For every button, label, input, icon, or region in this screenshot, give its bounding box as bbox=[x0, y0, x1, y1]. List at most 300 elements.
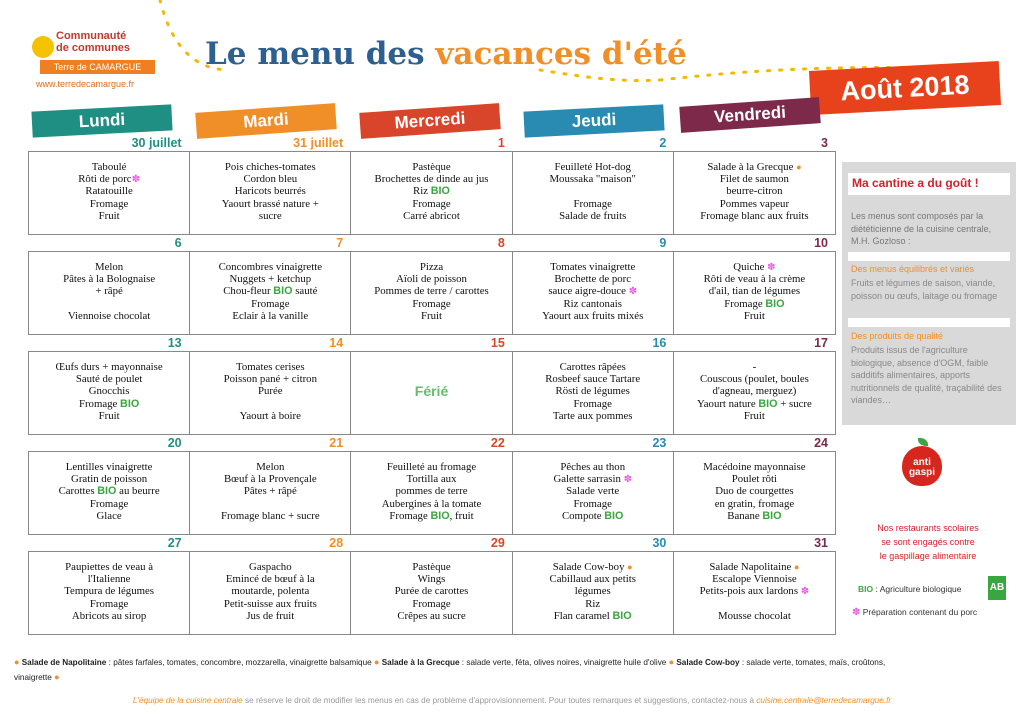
menu-line bbox=[351, 485, 511, 497]
footnote-dot-icon: ● bbox=[796, 162, 802, 172]
menu-line bbox=[674, 161, 835, 173]
dish-text: Fromage blanc aux fruits bbox=[700, 209, 809, 222]
pork-flower-icon: ✽ bbox=[767, 262, 776, 273]
menu-grid bbox=[28, 135, 836, 635]
day-banner-mardi: Mardi bbox=[195, 103, 336, 139]
date-label: 14 bbox=[329, 336, 344, 350]
menu-line bbox=[29, 473, 189, 485]
menu-line bbox=[674, 185, 835, 197]
menu-line bbox=[351, 573, 511, 585]
menu-row bbox=[28, 151, 836, 235]
dish-text: Yaourt à boire bbox=[239, 409, 301, 422]
pork-flower-icon: ✽ bbox=[628, 286, 638, 298]
bio-badge: BIO bbox=[765, 297, 785, 310]
menu-cell bbox=[674, 552, 835, 634]
day-banner-vendredi: Vendredi bbox=[679, 97, 820, 133]
menu-line bbox=[29, 598, 189, 610]
menu-line bbox=[190, 185, 350, 197]
panel-sub-2: Des produits de qualité bbox=[851, 331, 944, 341]
dish-text: Pommes vapeur bbox=[719, 197, 790, 210]
dish-text: Brochettes de dinde au jus bbox=[374, 173, 489, 186]
anti-gaspi-line-1: anti bbox=[913, 457, 931, 468]
footnote-dot-icon: ● bbox=[14, 657, 20, 667]
week-1 bbox=[28, 135, 836, 235]
salad-footnotes bbox=[14, 655, 1010, 685]
menu-line bbox=[674, 398, 835, 410]
date-label: 7 bbox=[336, 236, 344, 250]
bio-badge: BIO bbox=[120, 397, 140, 410]
menu-line bbox=[674, 373, 835, 385]
panel-heading: Ma cantine a du goût ! bbox=[852, 176, 979, 190]
menu-row bbox=[28, 351, 836, 435]
dish-text: Rosbeef sauce Tartare bbox=[545, 373, 641, 386]
week-2 bbox=[28, 235, 836, 335]
date-label: 16 bbox=[652, 336, 667, 350]
dish-text: Poulet rôti bbox=[731, 473, 778, 486]
dish-text: Bœuf à la Provençale bbox=[223, 473, 317, 486]
menu-row bbox=[28, 551, 836, 635]
dish-text: Wings bbox=[417, 573, 446, 586]
menu-line bbox=[674, 598, 835, 610]
menu-line bbox=[190, 161, 350, 173]
menu-cell bbox=[674, 152, 835, 234]
dish-text: au beurre bbox=[116, 485, 160, 498]
menu-line bbox=[190, 210, 350, 222]
menu-line bbox=[190, 561, 350, 573]
menu-cell bbox=[190, 352, 351, 434]
menu-line bbox=[29, 361, 189, 373]
dish-text: Fromage bbox=[78, 397, 121, 410]
dish-text: Fromage bbox=[389, 509, 431, 522]
day-banner-lundi: Lundi bbox=[31, 104, 172, 137]
menu-line bbox=[190, 373, 350, 385]
menu-cell bbox=[190, 452, 351, 534]
dish-text: Cabillaud aux petits bbox=[549, 573, 636, 586]
date-label: 17 bbox=[814, 336, 828, 350]
holiday-label: Férié bbox=[414, 385, 449, 398]
date-label: 24 bbox=[814, 436, 828, 450]
legend-pork bbox=[852, 607, 977, 618]
menu-line bbox=[29, 273, 189, 285]
menu-line bbox=[351, 273, 511, 285]
footnote-3-text-2: vinaigrette bbox=[14, 673, 52, 682]
dish-text: Rôti de veau à la crème bbox=[703, 273, 806, 286]
menu-line bbox=[513, 610, 673, 622]
date-label: 28 bbox=[329, 536, 344, 550]
dish-text: Fruit bbox=[98, 409, 120, 422]
dish-text: Poisson pané + citron bbox=[223, 373, 317, 386]
footnote-3-text: : salade verte, tomates, maïs, croûtons, bbox=[741, 658, 886, 667]
menu-line bbox=[190, 285, 350, 297]
bio-badge: BIO bbox=[97, 485, 117, 498]
menu-line bbox=[29, 385, 189, 397]
menu-row bbox=[28, 451, 836, 535]
menu-line bbox=[190, 498, 350, 510]
footnote-1-title: Salade de Napolitaine bbox=[21, 658, 107, 667]
menu-line bbox=[190, 398, 350, 410]
footnote-dot-icon: ● bbox=[668, 657, 675, 667]
dish-text: Salade de fruits bbox=[559, 209, 627, 222]
dish-text: Fromage bbox=[573, 397, 612, 410]
date-row bbox=[28, 135, 836, 151]
dish-text: Petits-pois aux lardons bbox=[699, 585, 801, 598]
dish-text: + râpé bbox=[95, 285, 123, 298]
menu-line bbox=[29, 410, 189, 422]
page-title bbox=[205, 36, 687, 72]
dish-text: Pommes de terre / carottes bbox=[374, 285, 489, 298]
dish-text: Aïoli de poisson bbox=[396, 273, 467, 286]
anti-gaspi-label bbox=[902, 458, 942, 478]
menu-line bbox=[513, 210, 673, 222]
footnote-1-text: : pâtes farfales, tomates, concombre, mozzarella, vinaigrette balsamique bbox=[108, 658, 372, 667]
date-label: 6 bbox=[174, 236, 182, 250]
menu-line bbox=[190, 173, 350, 185]
dish-text: + sucre bbox=[777, 397, 812, 410]
dish-text: Flan caramel bbox=[553, 609, 613, 622]
menu-row bbox=[28, 251, 836, 335]
menu-line bbox=[190, 573, 350, 585]
dish-text: Pastèque bbox=[412, 561, 451, 573]
date-row bbox=[28, 335, 836, 351]
menu-line bbox=[351, 210, 511, 222]
menu-line bbox=[513, 398, 673, 410]
menu-cell bbox=[513, 152, 674, 234]
dish-text: Tomates cerises bbox=[236, 361, 305, 373]
menu-line bbox=[29, 198, 189, 210]
footnote-3-title: Salade Cow-boy bbox=[676, 658, 740, 667]
legend-bio bbox=[858, 584, 962, 594]
menu-cell bbox=[351, 552, 512, 634]
dish-text: Glace bbox=[96, 509, 122, 522]
menu-line bbox=[513, 173, 673, 185]
dish-text: Fruit bbox=[743, 309, 765, 322]
menu-line bbox=[674, 310, 835, 322]
commitment-line-2: se sont engagés contre bbox=[881, 537, 975, 547]
menu-cell bbox=[351, 452, 512, 534]
dish-text: Pizza bbox=[419, 261, 444, 273]
anti-gaspi-line-2: gaspi bbox=[908, 467, 936, 478]
menu-line bbox=[351, 510, 511, 522]
menu-line bbox=[190, 410, 350, 422]
commitment-line-1: Nos restaurants scolaires bbox=[877, 523, 979, 533]
dish-text: Pêches au thon bbox=[560, 461, 626, 473]
dish-text: Aubergines à la tomate bbox=[381, 497, 482, 510]
dish-text: sauté bbox=[292, 285, 318, 298]
sun-icon bbox=[32, 36, 54, 58]
menu-line bbox=[29, 185, 189, 197]
menu-line bbox=[674, 385, 835, 397]
menu-cell bbox=[674, 252, 835, 334]
menu-line bbox=[674, 461, 835, 473]
menu-cell bbox=[190, 152, 351, 234]
dish-text: Duo de courgettes bbox=[715, 485, 794, 498]
dish-text: , fruit bbox=[449, 509, 474, 522]
title-part-3: d'été bbox=[601, 36, 687, 72]
dish-text: Purée bbox=[258, 385, 283, 398]
logo-line-2: de communes bbox=[56, 42, 130, 54]
menu-line bbox=[351, 410, 511, 422]
menu-line bbox=[29, 173, 189, 185]
menu-line bbox=[674, 361, 835, 373]
bio-badge: BIO bbox=[612, 609, 632, 622]
dish-text: d'agneau, merguez) bbox=[712, 385, 797, 398]
dish-text: Paupiettes de veau à bbox=[65, 561, 154, 573]
menu-line bbox=[351, 198, 511, 210]
menu-line bbox=[513, 410, 673, 422]
menu-line bbox=[190, 510, 350, 522]
menu-cell bbox=[29, 352, 190, 434]
dish-text: Tomates vinaigrette bbox=[550, 261, 636, 273]
dish-text: Carré abricot bbox=[403, 209, 460, 222]
legend-bio-tag: BIO bbox=[858, 584, 874, 594]
footer-team: L'équipe de la cuisine centrale bbox=[132, 696, 243, 705]
pork-flower-icon: ✽ bbox=[131, 174, 140, 186]
footer-email-link[interactable]: cuisine.centrale@terredecamargue.fr bbox=[756, 696, 892, 705]
dish-text: Mousse chocolat bbox=[717, 609, 791, 622]
menu-line bbox=[513, 185, 673, 197]
dish-text: Fromage bbox=[573, 497, 612, 510]
dish-text: Œufs durs + mayonnaise bbox=[55, 361, 163, 373]
dish-text: Filet de saumon bbox=[719, 173, 789, 186]
menu-line bbox=[190, 585, 350, 597]
menu-line bbox=[351, 285, 511, 297]
dish-text: Salade verte bbox=[566, 485, 620, 498]
dish-text: Fruit bbox=[743, 409, 765, 422]
menu-line bbox=[674, 498, 835, 510]
dish-text: Melon bbox=[95, 261, 124, 273]
date-label: 30 juillet bbox=[131, 136, 182, 150]
dish-text: - bbox=[752, 361, 757, 373]
menu-line bbox=[513, 573, 673, 585]
date-label: 3 bbox=[821, 136, 828, 150]
menu-line bbox=[29, 498, 189, 510]
dish-text: Crêpes au sucre bbox=[397, 609, 466, 622]
dish-text: Tarte aux pommes bbox=[552, 409, 633, 422]
dish-text: Nuggets + ketchup bbox=[229, 273, 312, 286]
dish-text: Salade Napolitaine bbox=[709, 561, 794, 573]
menu-line bbox=[29, 398, 189, 410]
week-5 bbox=[28, 535, 836, 635]
dish-text: Galette sarrasin bbox=[553, 473, 624, 486]
menu-line bbox=[29, 373, 189, 385]
menu-cell bbox=[190, 552, 351, 634]
footer bbox=[0, 696, 1024, 705]
dish-text: Carottes râpées bbox=[559, 361, 626, 373]
menu-line bbox=[674, 298, 835, 310]
bio-badge: BIO bbox=[430, 509, 450, 522]
menu-line bbox=[513, 585, 673, 597]
date-label: 27 bbox=[167, 536, 182, 550]
date-label: 2 bbox=[659, 136, 667, 150]
legend-bio-text: : Agriculture biologique bbox=[875, 584, 962, 594]
menu-line bbox=[674, 610, 835, 622]
menu-line bbox=[674, 410, 835, 422]
menu-cell bbox=[351, 352, 512, 434]
menu-line bbox=[190, 598, 350, 610]
menu-line bbox=[513, 373, 673, 385]
apple-leaf-icon bbox=[918, 438, 928, 446]
menu-line bbox=[190, 198, 350, 210]
menu-line bbox=[351, 585, 511, 597]
menu-line bbox=[351, 385, 511, 397]
panel-text-1: Fruits et légumes de saison, viande, poisson ou œufs, laitage ou fromage bbox=[851, 278, 998, 301]
menu-line bbox=[513, 310, 673, 322]
logo-line-1: Communauté bbox=[56, 30, 127, 42]
dish-text: Riz bbox=[413, 185, 431, 198]
week-4 bbox=[28, 435, 836, 535]
dish-text: Salade à la Grecque bbox=[707, 161, 797, 173]
menu-line bbox=[674, 473, 835, 485]
dish-text: Fromage bbox=[412, 597, 451, 610]
menu-cell bbox=[351, 252, 512, 334]
dish-text: Yaourt brassé nature + bbox=[221, 197, 319, 210]
menu-line bbox=[190, 298, 350, 310]
month-banner: Août 2018 bbox=[809, 61, 1001, 115]
menu-cell bbox=[674, 452, 835, 534]
dish-text: Emincé de bœuf à la bbox=[225, 573, 315, 586]
menu-line bbox=[674, 573, 835, 585]
dish-text: Eclair à la vanille bbox=[232, 309, 309, 322]
date-label: 13 bbox=[167, 336, 182, 350]
date-label: 1 bbox=[497, 136, 505, 150]
menu-line bbox=[29, 310, 189, 322]
menu-line bbox=[351, 398, 511, 410]
panel-text-2: Produits issus de l'agriculture biologique, absence d'OGM, faible sadditifs alimentaires, apports nutritionnels de qualité, traçabilité des viandes… bbox=[851, 345, 1002, 405]
menu-line bbox=[351, 373, 511, 385]
menu-line bbox=[190, 273, 350, 285]
date-label: 29 bbox=[490, 536, 505, 550]
date-label: 21 bbox=[329, 436, 344, 450]
menu-line bbox=[351, 361, 511, 373]
dish-text: en gratin, fromage bbox=[714, 497, 795, 510]
dish-text: Rösti de légumes bbox=[555, 385, 630, 398]
dish-text: Petit-suisse aux fruits bbox=[223, 597, 317, 610]
menu-line bbox=[29, 585, 189, 597]
menu-line bbox=[513, 298, 673, 310]
dish-text: Fromage blanc + sucre bbox=[220, 509, 320, 522]
date-label: 10 bbox=[814, 236, 828, 250]
menu-cell bbox=[29, 152, 190, 234]
menu-cell bbox=[29, 252, 190, 334]
menu-line bbox=[351, 461, 511, 473]
bio-badge: BIO bbox=[430, 185, 450, 198]
date-label: 8 bbox=[497, 236, 505, 250]
dish-text: Pastèque bbox=[412, 161, 451, 173]
bio-badge: BIO bbox=[604, 509, 624, 522]
menu-line bbox=[351, 173, 511, 185]
dish-text: Rôti de porc bbox=[78, 173, 132, 186]
dish-text: Pâtes à la Bolognaise bbox=[63, 273, 156, 286]
logo-band: Terre de CAMARGUE bbox=[40, 60, 155, 74]
dish-text: Yaourt nature bbox=[697, 397, 759, 410]
menu-line bbox=[190, 310, 350, 322]
pork-flower-icon: ✽ bbox=[623, 474, 632, 486]
menu-line bbox=[513, 498, 673, 510]
dish-text: Moussaka "maison" bbox=[549, 173, 636, 186]
dish-text: Quiche bbox=[733, 261, 768, 273]
dish-text: Salade Cow-boy bbox=[552, 561, 628, 573]
dish-text: l'Italienne bbox=[87, 573, 131, 586]
legend-pork-text: Préparation contenant du porc bbox=[862, 607, 978, 617]
dish-text: beurre-citron bbox=[726, 185, 783, 198]
dish-text: Chou-fleur bbox=[223, 285, 274, 298]
dish-text: Fromage bbox=[412, 297, 451, 310]
day-banner-jeudi: Jeudi bbox=[523, 104, 664, 137]
panel-sub-1: Des menus équilibrés et variés bbox=[851, 264, 975, 274]
dish-text: Banane bbox=[727, 509, 763, 522]
bio-badge: BIO bbox=[758, 397, 778, 410]
pork-flower-icon: ✽ bbox=[800, 586, 810, 598]
menu-line bbox=[674, 585, 835, 597]
menu-line bbox=[674, 273, 835, 285]
date-row bbox=[28, 235, 836, 251]
dish-text: Fromage bbox=[251, 297, 290, 310]
menu-line bbox=[29, 485, 189, 497]
menu-cell bbox=[513, 552, 674, 634]
menu-line bbox=[513, 261, 673, 273]
day-banner-mercredi: Mercredi bbox=[359, 103, 500, 139]
dish-text: Feuilleté au fromage bbox=[386, 461, 477, 473]
dish-text: Viennoise chocolat bbox=[67, 309, 151, 322]
date-label: 22 bbox=[490, 436, 505, 450]
menu-line bbox=[674, 173, 835, 185]
menu-line bbox=[513, 461, 673, 473]
dish-text: Cordon bleu bbox=[243, 173, 298, 186]
footnote-2-title: Salade à la Grecque bbox=[381, 658, 460, 667]
menu-line bbox=[513, 361, 673, 373]
dish-text: moutarde, polenta bbox=[231, 585, 310, 598]
menu-line bbox=[351, 161, 511, 173]
dish-text: Escalope Viennoise bbox=[712, 573, 797, 586]
menu-line bbox=[351, 610, 511, 622]
footnote-dot-icon: ● bbox=[54, 672, 60, 682]
menu-line bbox=[351, 185, 511, 197]
dish-text: Ratatouille bbox=[85, 185, 133, 198]
menu-line bbox=[674, 510, 835, 522]
dish-text: Lentilles vinaigrette bbox=[65, 461, 153, 473]
footer-text: se réserve le droit de modifier les menus en cas de problème d'approvisionnement. Pour toutes remarques et suggestions, contactez-nous à bbox=[242, 696, 757, 705]
dish-text: Purée de carottes bbox=[394, 585, 469, 598]
dish-text: Feuilleté Hot-dog bbox=[554, 161, 631, 173]
dish-text: sucre bbox=[258, 209, 282, 222]
dish-text: Yaourt aux fruits mixés bbox=[542, 309, 644, 322]
dish-text: Riz cantonais bbox=[563, 297, 622, 310]
menu-line bbox=[29, 510, 189, 522]
footnote-dot-icon: ● bbox=[627, 562, 633, 572]
dish-text: Macédoine mayonnaise bbox=[703, 461, 806, 473]
panel-divider-2 bbox=[848, 318, 1010, 327]
dish-text: pommes de terre bbox=[395, 485, 468, 498]
menu-line bbox=[29, 261, 189, 273]
menu-line bbox=[351, 261, 511, 273]
menu-line bbox=[190, 473, 350, 485]
footnote-dot-icon: ● bbox=[793, 562, 800, 572]
dish-text: Couscous (poulet, boules bbox=[699, 373, 809, 386]
date-label: 20 bbox=[167, 436, 182, 450]
title-part-1: Le menu des bbox=[205, 36, 425, 72]
menu-cell bbox=[29, 452, 190, 534]
dish-text: Sauté de poulet bbox=[75, 373, 143, 386]
menu-line bbox=[29, 573, 189, 585]
menu-cell bbox=[190, 252, 351, 334]
date-label: 15 bbox=[490, 336, 505, 350]
dish-text: légumes bbox=[574, 585, 611, 598]
dish-text: Fromage bbox=[724, 297, 766, 310]
title-part-2: vacances bbox=[435, 36, 592, 72]
bio-badge: BIO bbox=[273, 285, 293, 298]
dish-text: Concombres vinaigrette bbox=[218, 261, 323, 273]
logo-url[interactable]: www.terredecamargue.fr bbox=[36, 79, 135, 89]
